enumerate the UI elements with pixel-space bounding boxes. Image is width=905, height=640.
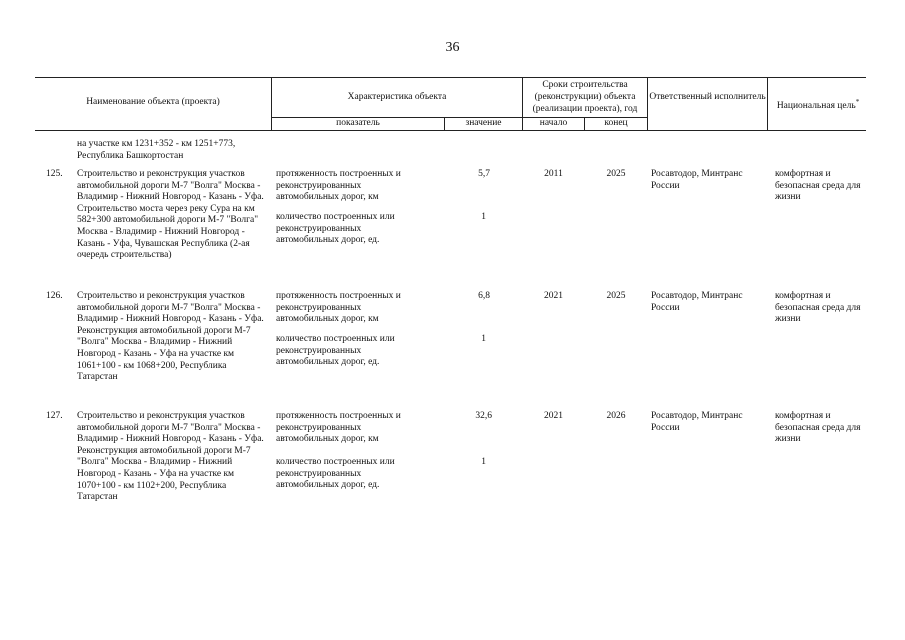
row-value-length: 5,7 <box>478 169 490 179</box>
row-value-count: 1 <box>481 212 486 222</box>
row-goal: комфортная и безопасная среда для жизни <box>775 169 861 203</box>
row-indicator-count: количество построенных или реконструированных автомобильных дорог, ед. <box>276 212 395 246</box>
row-end-year: 2026 <box>606 411 626 421</box>
header-goal-text: Национальная цель <box>776 101 856 112</box>
header-indicator: показатель <box>336 118 380 128</box>
row-name: Строительство и реконструкция участков автомобильной дороги М-7 "Волга" Москва - Владимир - Нижний Новгород - Казань - Уфа. Строительство моста через реку Сура на км 582+300 автомобильной дороги М-7 "Волга" Москва - Владимир - Нижний Новгород - Казань - Уфа, Чувашская Республика (2-ая очередь строительства) <box>77 169 264 261</box>
row-value-count: 1 <box>481 457 486 467</box>
row-start-year: 2021 <box>544 411 563 421</box>
row-number: 127. <box>46 411 63 421</box>
header-start: начало <box>539 118 568 128</box>
row-start-year: 2011 <box>544 169 563 179</box>
header-end: конец <box>604 118 628 128</box>
header-goal-mark: * <box>855 98 860 106</box>
row-value-length: 6,8 <box>478 291 490 301</box>
table-top-rule <box>35 77 866 78</box>
row-responsible: Росавтодор, Минтранс России <box>651 291 743 313</box>
row-number: 126. <box>46 291 63 301</box>
row-name: Строительство и реконструкция участков автомобильной дороги М-7 "Волга" Москва - Владимир - Нижний Новгород - Казань - Уфа. Реконструкция автомобильной дороги М-7 "Волга" Москва - Владимир - Нижний Новгород - Казань - Уфа на участке км 1061+100 - км 1068+200, Республика Татарстан <box>77 291 264 383</box>
row-end-year: 2025 <box>606 169 626 179</box>
row-indicator-count: количество построенных или реконструированных автомобильных дорог, ед. <box>276 334 395 368</box>
header-terms: Сроки строительства (реконструкции) объекта (реализации проекта), год <box>532 80 638 114</box>
row-responsible: Росавтодор, Минтранс России <box>651 411 743 433</box>
continuation-name: на участке км 1231+352 - км 1251+773, Республика Башкортостан <box>77 139 236 161</box>
header-name: Наименование объекта (проекта) <box>86 97 220 107</box>
row-goal: комфортная и безопасная среда для жизни <box>775 411 861 445</box>
page-number: 36 <box>445 40 460 55</box>
row-goal: комфортная и безопасная среда для жизни <box>775 291 861 325</box>
row-number: 125. <box>46 169 63 179</box>
header-bottom-rule <box>35 130 866 131</box>
col-divider <box>647 77 648 130</box>
row-responsible: Росавтодор, Минтранс России <box>651 169 743 191</box>
header-goal <box>768 97 868 113</box>
row-indicator-length: протяженность построенных и реконструированных автомобильных дорог, км <box>276 411 401 445</box>
header-value: значение <box>465 118 502 128</box>
row-indicator-length: протяженность построенных и реконструированных автомобильных дорог, км <box>276 291 401 325</box>
row-end-year: 2025 <box>606 291 626 301</box>
row-start-year: 2021 <box>544 291 563 301</box>
row-indicator-count: количество построенных или реконструированных автомобильных дорог, ед. <box>276 457 395 491</box>
header-characteristics: Характеристика объекта <box>347 92 447 102</box>
row-value-length: 32,6 <box>475 411 492 421</box>
row-indicator-length: протяженность построенных и реконструированных автомобильных дорог, км <box>276 169 401 203</box>
header-responsible: Ответственный исполнитель <box>649 92 766 102</box>
row-value-count: 1 <box>481 334 486 344</box>
row-name: Строительство и реконструкция участков автомобильной дороги М-7 "Волга" Москва - Владимир - Нижний Новгород - Казань - Уфа. Реконструкция автомобильной дороги М-7 "Волга" Москва - Владимир - Нижний Новгород - Казань - Уфа на участке км 1070+100 - км 1102+200, Республика Татарстан <box>77 411 264 503</box>
